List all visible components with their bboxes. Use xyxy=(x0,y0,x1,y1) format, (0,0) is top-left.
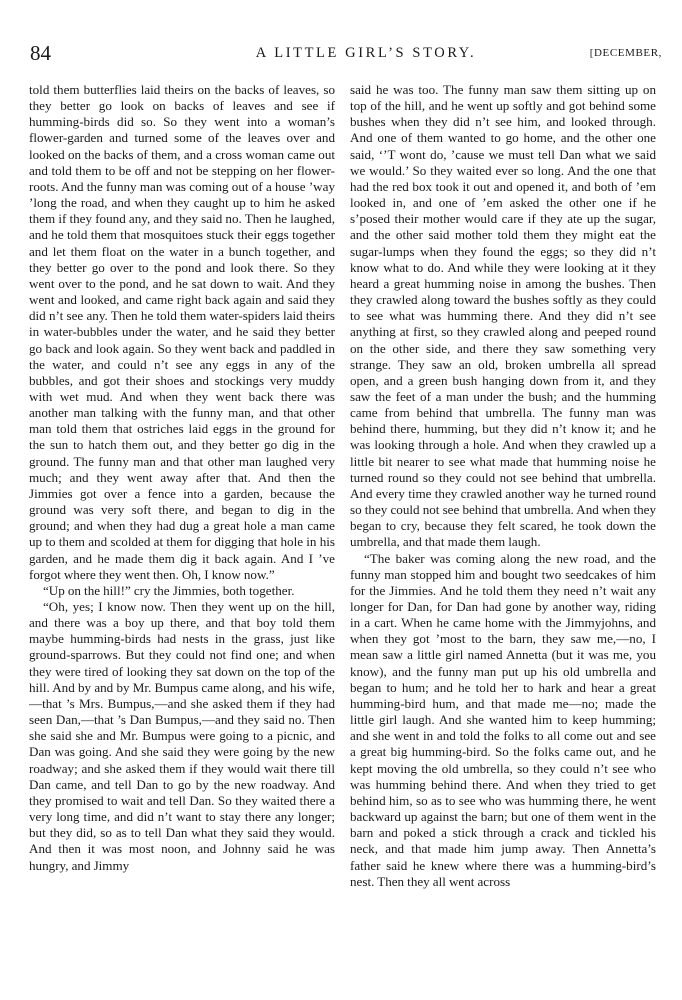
paragraph: said he was too. The funny man saw them sitting up on top of the hill, and he went up softly and got behind some bushes when they did n’t see him, and looked through. And one of them wanted to go home, and the other one said, ‘’T wont do, ’cause we must tell Dan what we said we would.’ So they waited ever so long. And the one that had the red box took it out and opened it, and both of ’em looked in, and one of ’em asked the other one if he s’posed their mother would care if they ate up the sugar, and the other said mother told them they might eat the sugar-lumps when they found the eggs; so they did n’t know what to do. And while they were looking at it they heard a great humming noise in among the bushes. Then they crawled along toward the bushes softly as they could to see what was humming there. And they did n’t see anything at first, so they crawled along and peeped round on the other side, and there they saw something very strange. They saw an old, broken umbrella all spread open, and a green bush hanging down from it, and they saw the feet of a man under the bush; and the humming came from behind that umbrella. The funny man was behind there, humming, but they did n’t know it; and he was looking through a hole. And when they crawled up a little bit nearer to see what made that humming noise he turned round so they could not see behind that umbrella. And every time they crawled another way he turned round so they could not see behind that umbrella. And when they began to cry, because they felt scared, he took down the umbrella, and that made them laugh. xyxy=(350,82,656,550)
paragraph: told them butterflies laid theirs on the backs of leaves, so they better go look on backs of leaves and see if humming-birds did so. So they went into a woman’s flower-garden and turned some of the leaves over and looked on the backs of them, and a cross woman came out and told them to be off and not be stepping on her flower-roots. And the funny man was coming out of a house ’way ’long the road, and when they caught up to him he asked them if they found any, and they said no. Then he laughed, and he told them that mosquitoes stuck their eggs together and let them float on the water in a bunch together, and they better go over to the pond and look there. So they went over to the pond, and he sat down to wait. And they went and looked, and came right back again and said they did n’t see any. Then he told them water-spiders laid theirs in water-bubbles under the water, and he said they better go back and look again. So they went back and paddled in the water, and could n’t see any eggs in any of the bubbles, and got their shoes and stockings very muddy with wet mud. And when they went back there was another man talking with the funny man, and that other man told them that ostriches laid eggs in the ground for the sun to hatch them out, and they better go dig in the ground. The funny man and that other man laughed very much; and they went away after that. And then the Jimmies got over a fence into a garden, because the ground was very soft there, and began to dig in the ground; and when they had dug a great hole a man came up to them and scolded at them for digging that hole in his garden, and he made them dig it back again. And I ’ve forgot where they went then. Oh, I know now.” xyxy=(29,82,335,582)
running-month: [DECEMBER, xyxy=(589,47,662,59)
paragraph: “Up on the hill!” cry the Jimmies, both together. xyxy=(43,582,295,598)
paragraph: “The baker was coming along the new road, and the funny man stopped him and bought two seedcakes of him for the Jimmies. And he told them they need n’t wait any longer for Dan, for Dan had gone by another way, riding in a cart. When he came home with the Jimmyjohns, and when they got ’most to the barn, they saw me,—no, I mean saw a little girl named Annetta (but it was me, you know), and the funny man put up his old umbrella and began to hum; and he told her to hark and hear a great humming-bird hum, and that made me—no; made the little girl laugh. And she wanted him to keep humming; and she went in and told the folks to all come out and see a great big humming-bird. So the folks came out, and he kept moving the old umbrella, so they could n’t see who was humming behind there. And when they tried to get behind him, so as to see who was humming there, he went backward up against the barn; but one of them went in the barn and poked a stick through a crack and tickled his neck, and that made him jump away. Then Annetta’s father said he knew where there was a humming-bird’s nest. Then they all went across xyxy=(350,550,656,889)
right-column xyxy=(350,82,656,987)
running-head xyxy=(30,40,662,70)
page-number: 84 xyxy=(30,41,51,65)
paragraph: “Oh, yes; I know now. Then they went up on the hill, and there was a boy up there, and that boy told them maybe humming-birds had nests in the grass, just like ground-sparrows. But they could not find one; and when they were tired of looking they sat down on the top of the hill. And by and by Mr. Bumpus came along, and his wife,—that ’s Mrs. Bumpus,—and she asked them if they had seen Dan,—that ’s Dan Bumpus,—and they said no. Then she said she and Mr. Bumpus were going to a picnic, and Dan was going. And she said they were going by the new roadway; and she asked them if they would wait there till Dan came, and tell Dan to go by the new roadway. And they promised to wait and tell Dan. So they waited there a very long time, and did n’t want to stay there any longer; but they did, so as to tell Dan what they said they would. And then it was most noon, and Johnny said he was hungry, and Jimmy xyxy=(29,599,335,873)
left-column xyxy=(29,82,335,987)
running-title: A LITTLE GIRL’S STORY. xyxy=(255,45,477,61)
